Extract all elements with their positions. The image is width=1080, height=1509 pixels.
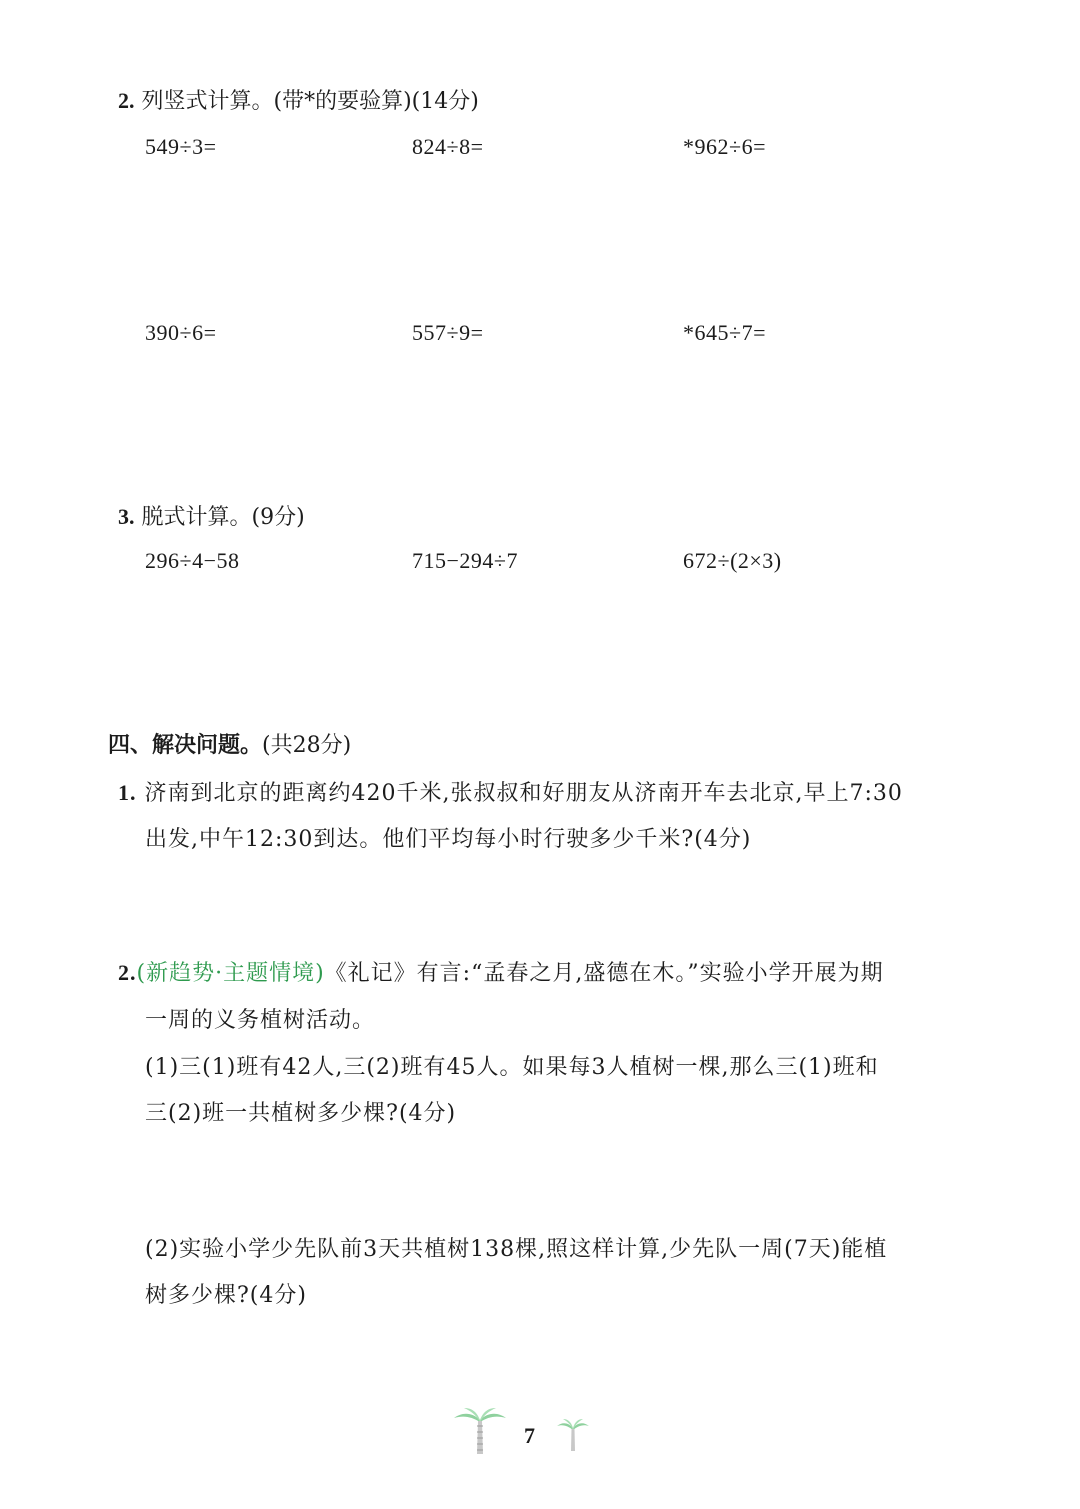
- q1-line1: [118, 776, 903, 807]
- palm-tree-icon: [452, 1406, 508, 1456]
- theme-tag: (新趋势·主题情境): [136, 961, 325, 986]
- q2-sub1-line2: 三(2)班一共植树多少棵?(4分): [145, 1101, 457, 1126]
- calc-problem: 557÷9=: [412, 320, 484, 345]
- stepwise-calc-heading: [118, 500, 305, 531]
- q2-sub1-line1: (1)三(1)班有42人,三(2)班有45人。如果每3人植树一棵,那么三(1)班和: [145, 1055, 879, 1080]
- q2-line2: 一周的义务植树活动。: [145, 1008, 376, 1033]
- q1-text: 济南到北京的距离约420千米,张叔叔和好朋友从济南开车去北京,早上7:30: [144, 781, 903, 806]
- calc-problem: 824÷8=: [412, 134, 484, 159]
- q1-line2: 出发,中午12:30到达。他们平均每小时行驶多少千米?(4分): [145, 827, 752, 852]
- stepwise-problem: 672÷(2×3): [683, 548, 782, 573]
- calc-problem: 549÷3=: [145, 134, 217, 159]
- stepwise-problem: 715−294÷7: [412, 548, 518, 573]
- q2-line1: [118, 956, 884, 987]
- page-number: 7: [524, 1423, 535, 1448]
- stepwise-problem: 296÷4−58: [145, 548, 240, 573]
- question-title: 列竖式计算。(带*的要验算)(14分): [141, 89, 479, 114]
- question-number: 1.: [118, 780, 137, 805]
- vertical-calc-heading: [118, 84, 479, 115]
- q2-text: 《礼记》有言:“孟春之月,盛德在木。”实验小学开展为期: [324, 961, 884, 986]
- section-title: [108, 728, 351, 759]
- question-number: 2.: [118, 960, 137, 985]
- q2-sub2-line1: (2)实验小学少先队前3天共植树138棵,照这样计算,少先队一周(7天)能植: [145, 1237, 888, 1262]
- calc-problem: 390÷6=: [145, 320, 217, 345]
- calc-problem: *645÷7=: [683, 320, 766, 345]
- section-title-text: 四、解决问题。: [108, 733, 263, 758]
- question-number: 3.: [118, 504, 135, 529]
- calc-problem: *962÷6=: [683, 134, 766, 159]
- question-number: 2.: [118, 88, 135, 113]
- palm-tree-icon: [556, 1418, 590, 1452]
- section-points: (共28分): [262, 733, 352, 758]
- q2-sub2-line2: 树多少棵?(4分): [145, 1283, 307, 1308]
- question-title: 脱式计算。(9分): [141, 505, 305, 530]
